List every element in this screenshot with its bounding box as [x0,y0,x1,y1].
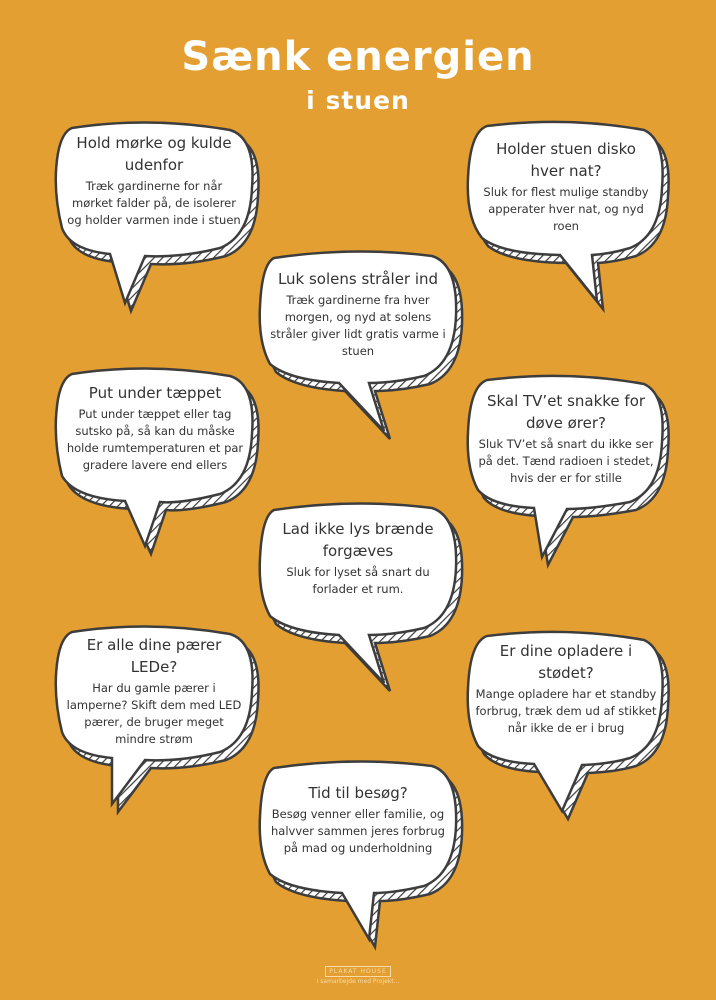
bubble-body: Har du gamle pærer i lamperne? Skift dem med LED pærer, de bruger meget mindre strøm [66,681,242,746]
footer-credit: I samarbejde med Projekt... [316,978,400,985]
speech-bubble-4 [50,364,260,554]
speech-bubble-9 [254,756,464,946]
brand-logo: PLAKAT HOUSE [325,966,390,977]
bubble-heading: Skal TV’et snakke for døve ører? [486,392,646,432]
bubble-body: Besøg venner eller familie, og halvver sammen jeres forbrug på mad og underholdning [271,807,445,855]
speech-bubble-2 [462,118,672,308]
bubble-heading: Er dine opladere i stødet? [499,642,633,682]
bubble-heading: Luk solens stråler ind [277,270,439,288]
bubble-body: Mange opladere har et standby forbrug, træk dem ud af stikket når ikke de er i brug [475,687,657,735]
bubble-heading: Put under tæppet [88,384,222,402]
speech-bubble-3 [254,246,464,436]
footer [0,958,716,985]
speech-bubble-5 [462,372,672,562]
bubble-body: Træk gardinerne for når mørket falder på, de isolerer og holder varmen inde i stuen [67,179,241,227]
bubble-heading: Lad ikke lys brænde forgæves [282,520,434,560]
page-title: Sænk energien [181,34,535,80]
bubble-body: Sluk for lyset så snart du forlader et rum. [286,565,430,596]
bubble-body: Træk gardinerne fra hver morgen, og nyd at solens stråler giver lidt gratis varme i stuen [270,293,446,358]
bubble-heading: Hold mørke og kulde udenfor [76,134,232,174]
bubble-body: Sluk TV’et så snart du ikke ser på det. Tænd radioen i stedet, hvis der er for stille [478,437,654,485]
speech-bubble-1 [50,118,260,308]
speech-bubble-6 [254,498,464,688]
page-subtitle: i stuen [306,86,410,115]
speech-bubble-8 [462,628,672,818]
bubble-heading: Tid til besøg? [308,784,408,802]
speech-bubble-7 [50,622,260,812]
bubble-body: Sluk for flest mulige standby apperater hver nat, og nyd roen [483,185,649,233]
bubble-body: Put under tæppet eller tag sutsko på, så kan du måske holde rumtemperaturen et par gradere lavere end ellers [66,407,244,472]
bubble-heading: Holder stuen disko hver nat? [496,140,636,180]
bubble-heading: Er alle dine pærer LEDe? [86,636,222,676]
